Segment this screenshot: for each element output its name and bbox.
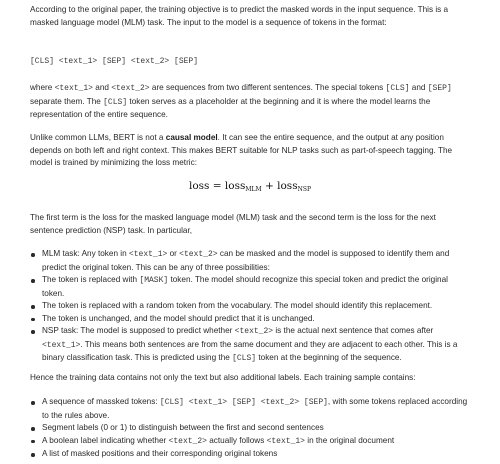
list-item: MLM task: Any token in <text_1> or <text_2> can be masked and the model is supposed to identify them and predict the original token. This can be any of three possibilities: <box>30 248 470 274</box>
task-list <box>30 248 470 366</box>
training-data-paragraph: Hence the training data contains not only the text but also additional labels. Each training sample contains: <box>30 373 416 382</box>
input-format-code: [CLS] <text_1> [SEP] <text_2> [SEP] <box>30 57 199 66</box>
training-sample-list <box>30 396 470 461</box>
list-item: NSP task: The model is supposed to predict whether <text_2> is the actual next sentence that comes after <text_1>. This means both sentences are from the same document and they are adjacent to each other. This is a binary classification task. This is predicted using the [CLS] token at the beginning of the sequence. <box>30 325 470 366</box>
list-item: A sequence of massked tokens: [CLS] <text_1> [SEP] <text_2> [SEP], with some tokens replaced according to the rules above. <box>30 396 470 422</box>
list-item: The token is replaced with a random token from the vocabulary. The model should identify this replacement. <box>30 300 470 313</box>
list-item: The token is unchanged, and the model should predict that it is unchanged. <box>30 313 470 326</box>
list-item: The token is replaced with [MASK] token. The model should recognize this special token and predict the original token. <box>30 274 470 300</box>
tokens-explanation-paragraph: where <text_1> and <text_2> are sequences from two different sentences. The special tokens [CLS] and [SEP] separate them. The [CLS] token serves as a placeholder at the beginning and it is where the model learns the representation of the entire sequence. <box>30 83 452 119</box>
list-item: Segment labels (0 or 1) to distinguish between the first and second sentences <box>30 422 470 435</box>
intro-paragraph: According to the original paper, the training objective is to predict the masked words in the input sequence. This is a masked language model (MLM) task. The input to the model is a sequence of tokens in the format: <box>30 5 449 27</box>
list-item: A list of masked positions and their corresponding original tokens <box>30 448 470 461</box>
list-item: A boolean label indicating whether <text_2> actually follows <text_1> in the original document <box>30 435 470 449</box>
causal-model-term: causal model <box>165 133 218 142</box>
causal-model-paragraph: Unlike common LLMs, BERT is not a causal model. It can see the entire sequence, and the output at any position depends on both left and right context. This makes BERT suitable for NLP tasks such as part-of-speech tagging. The model is trained by minimizing the loss metric: <box>30 133 453 167</box>
loss-formula: loss = loss$_{MLM}$ + loss$_{NSP}$ <box>188 180 311 193</box>
loss-terms-paragraph: The first term is the loss for the masked language model (MLM) task and the second term is the loss for the next sentence prediction (NSP) task. In particular, <box>30 213 436 235</box>
